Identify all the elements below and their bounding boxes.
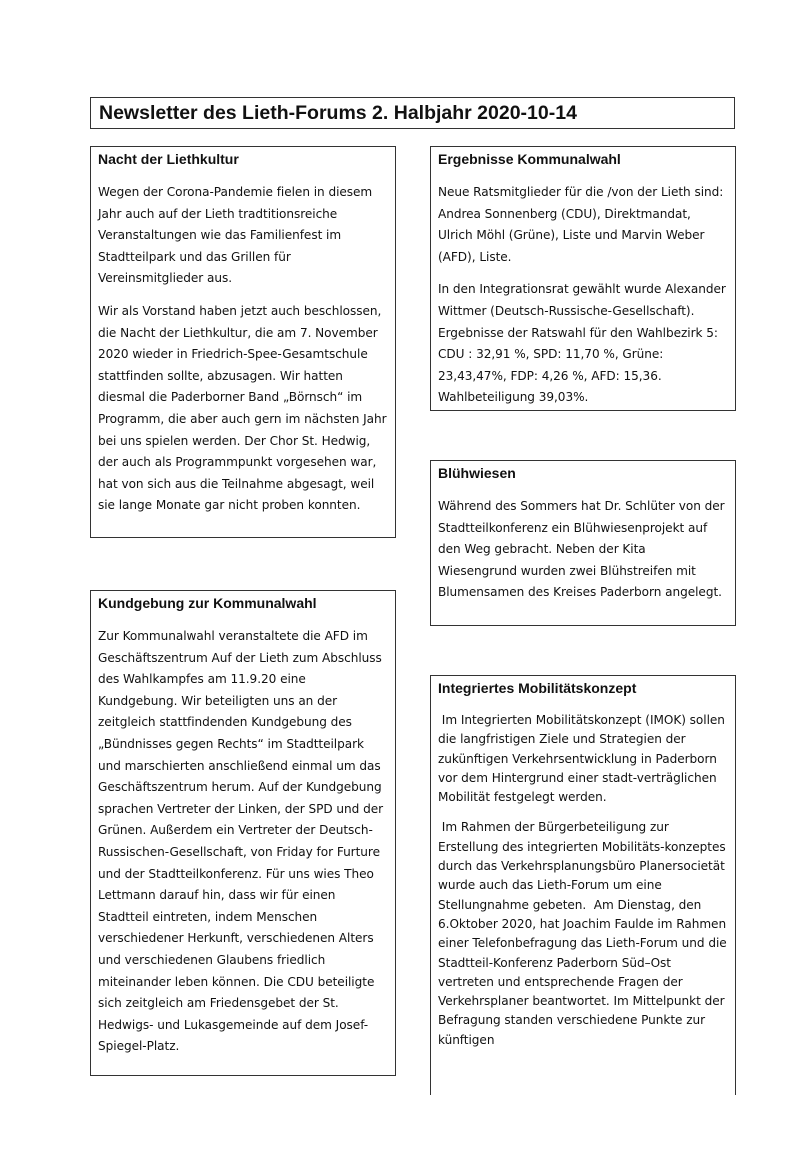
- section-heading: Blühwiesen: [438, 465, 516, 481]
- section-heading: Kundgebung zur Kommunalwahl: [98, 595, 317, 611]
- section-paragraph: Während des Sommers hat Dr. Schlüter von der Stadtteilkonferenz ein Blühwiesenprojekt auf den Weg gebracht. Neben der Kita Wiesengrund wurden zwei Blühstreifen mit Blumensamen des Kreises Paderborn angelegt.: [438, 499, 725, 600]
- section-paragraph: In den Integrationsrat gewählt wurde Alexander Wittmer (Deutsch-Russische-Gesellschaft). Ergebnisse der Ratswahl für den Wahlbezirk 5: CDU : 32,91 %, SPD: 11,70 %, Grüne: 23,43,47%, FDP: 4,26 %, AFD: 15,36. Wahlbeteiligung 39,03%.: [438, 282, 726, 405]
- section-heading: Integriertes Mobilitätskonzept: [438, 680, 637, 696]
- section-paragraph: Im Rahmen der Bürgerbeteiligung zur Erstellung des integrierten Mobilitäts-konzeptes durch das Verkehrsplanungsbüro Planersocietät wurde auch das Lieth-Forum um eine Stellungnahme gebeten. Am Dienstag, den 6.Oktober 2020, hat Joachim Faulde im Rahmen einer Telefonbefragung das Lieth-Forum und die Stadtteil-Konferenz Paderborn Süd–Ost vertreten und entsprechende Fragen der Verkehrsplaner beantwortet. Im Mittelpunkt der Befragung standen verschiedene Punkte zur künftigen: [438, 820, 731, 1047]
- section-nacht-der-liethkultur: [90, 146, 396, 538]
- section-paragraph: Zur Kommunalwahl veranstaltete die AFD im Geschäftszentrum Auf der Lieth zum Abschluss des Wahlkampfes am 11.9.20 eine Kundgebung. Wir beteiligten uns an der zeitgleich stattfindenden Kundgebung des „Bündnisses gegen Rechts“ im Stadtteilpark und marschierten anschließend einmal um das Geschäftszentrum herum. Auf der Kundgebung sprachen Vertreter der Linken, der SPD und der Grünen. Außerdem ein Vertreter der Deutsch-Russischen-Gesellschaft, von Friday for Furture und der Stadtteilkonferenz. Für uns wies Theo Lettmann darauf hin, dass wir für einen Stadtteil eintreten, indem Menschen verschiedener Herkunft, verschiedenen Alters und verschiedenen Glaubens friedlich miteinander leben können. Die CDU beteiligte sich zeitgleich am Friedensgebet der St. Hedwigs- und Lukasgemeinde auf dem Josef-Spiegel-Platz.: [98, 629, 384, 1054]
- section-heading: Nacht der Liethkultur: [98, 151, 239, 167]
- section-mobilitaetskonzept: [430, 675, 736, 1095]
- section-paragraph: Wir als Vorstand haben jetzt auch beschlossen, die Nacht der Liethkultur, die am 7. November 2020 wieder in Friedrich-Spee-Gesamtschule stattfinden sollte, abzusagen. Wir hatten diesmal die Paderborner Band „Börnsch“ im Programm, die aber auch gern im nächsten Jahr bei uns spielen werden. Der Chor St. Hedwig, der auch als Programmpunkt vorgesehen war, hat von sich aus die Teilnahme abgesagt, weil sie lange Monate gar nicht proben konnten.: [98, 303, 387, 513]
- section-kundgebung: [90, 590, 396, 1076]
- section-paragraph: Wegen der Corona-Pandemie fielen in diesem Jahr auch auf der Lieth tradtitionsreiche Veranstaltungen wie das Familienfest im Stadtteilpark und das Grillen für Vereinsmitglieder aus.: [98, 185, 373, 286]
- section-paragraph: Neue Ratsmitglieder für die /von der Lieth sind: Andrea Sonnenberg (CDU), Direktmandat, Ulrich Möhl (Grüne), Liste und Marvin Weber (AFD), Liste.: [438, 185, 724, 264]
- section-bluehwiesen: [430, 460, 736, 626]
- section-ergebnisse-kommunalwahl: [430, 146, 736, 411]
- newsletter-title: Newsletter des Lieth-Forums 2. Halbjahr 2020-10-14: [90, 97, 735, 129]
- section-paragraph: Im Integrierten Mobilitätskonzept (IMOK) sollen die langfristigen Ziele und Strategien der zukünftigen Verkehrsentwicklung in Paderborn vor dem Hintergrund einer stadt-verträglichen Mobilität festgelegt werden.: [438, 713, 729, 805]
- section-heading: Ergebnisse Kommunalwahl: [438, 151, 621, 167]
